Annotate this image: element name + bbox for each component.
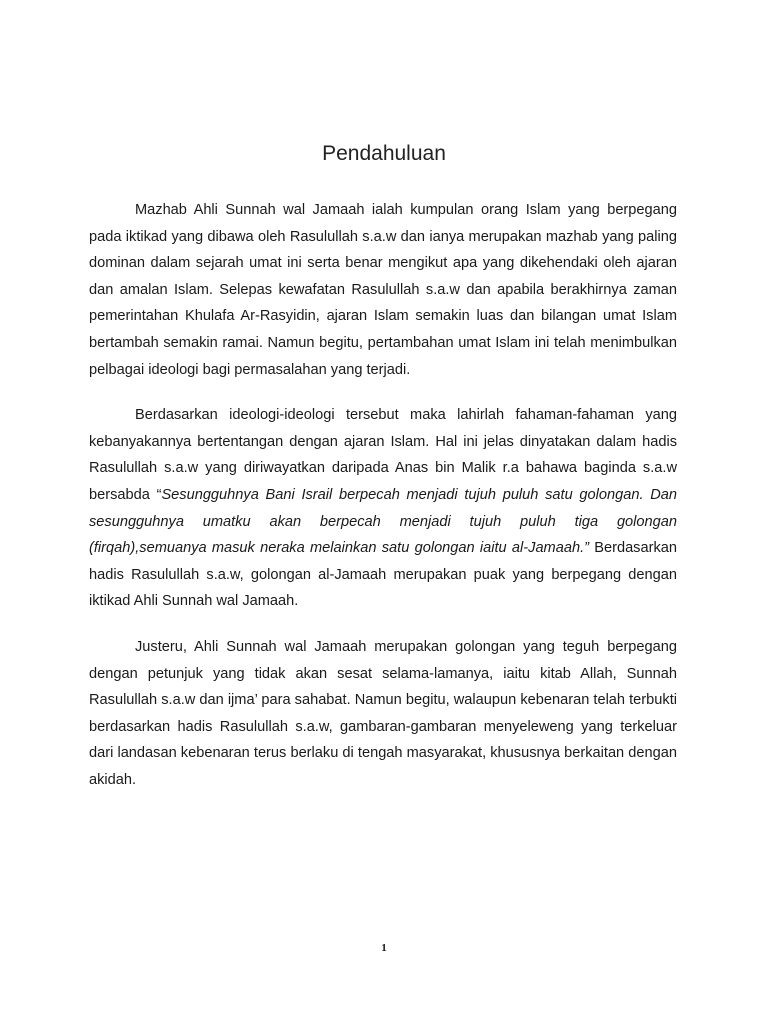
page-number: 1 <box>381 942 387 954</box>
page-title: Pendahuluan <box>322 142 446 165</box>
hadith-quote: Sesungguhnya Bani Israil berpecah menjadi tujuh puluh satu golongan. Dan sesungguhnya umatku akan berpecah menjadi tujuh puluh tiga golongan (firqah),semuanya masuk neraka melainkan satu golongan iaitu al-Jamaah.” <box>89 486 677 557</box>
paragraph-2-intro: Berdasarkan ideologi-ideologi tersebut maka lahirlah fahaman-fahaman yang kebanyakannya bertentangan dengan ajaran Islam. Hal ini jelas dinyatakan dalam hadis Rasulullah s.a.w yang diriwayatkan daripada Anas bin Malik r.a bahawa baginda s.a.w bersabda “ <box>89 407 677 503</box>
paragraph-1: Mazhab Ahli Sunnah wal Jamaah ialah kumpulan orang Islam yang berpegang pada iktikad yang dibawa oleh Rasulullah s.a.w dan ianya merupakan mazhab yang paling dominan dalam sejarah umat ini serta benar mengikut apa yang dikehendaki oleh ajaran dan amalan Islam. Selepas kewafatan Rasulullah s.a.w dan apabila berakhirnya zaman pemerintahan Khulafa Ar-Rasyidin, ajaran Islam semakin luas dan bilangan umat Islam bertambah semakin ramai. Namun begitu, pertambahan umat Islam ini telah menimbulkan pelbagai ideologi bagi permasalahan yang terjadi. <box>89 202 677 378</box>
document-body <box>89 197 677 812</box>
paragraph-2 <box>89 402 677 615</box>
paragraph-3: Justeru, Ahli Sunnah wal Jamaah merupakan golongan yang teguh berpegang dengan petunjuk yang tidak akan sesat selama-lamanya, iaitu kitab Allah, Sunnah Rasulullah s.a.w dan ijma’ para sahabat. Namun begitu, walaupun kebenaran telah terbukti berdasarkan hadis Rasulullah s.a.w, gambaran-gambaran menyeleweng yang terkeluar dari landasan kebenaran terus berlaku di tengah masyarakat, khususnya berkaitan dengan akidah. <box>89 638 677 788</box>
paragraph-2-conclusion: Berdasarkan hadis Rasulullah s.a.w, golongan al-Jamaah merupakan puak yang berpegang dengan iktikad Ahli Sunnah wal Jamaah. <box>89 540 677 610</box>
